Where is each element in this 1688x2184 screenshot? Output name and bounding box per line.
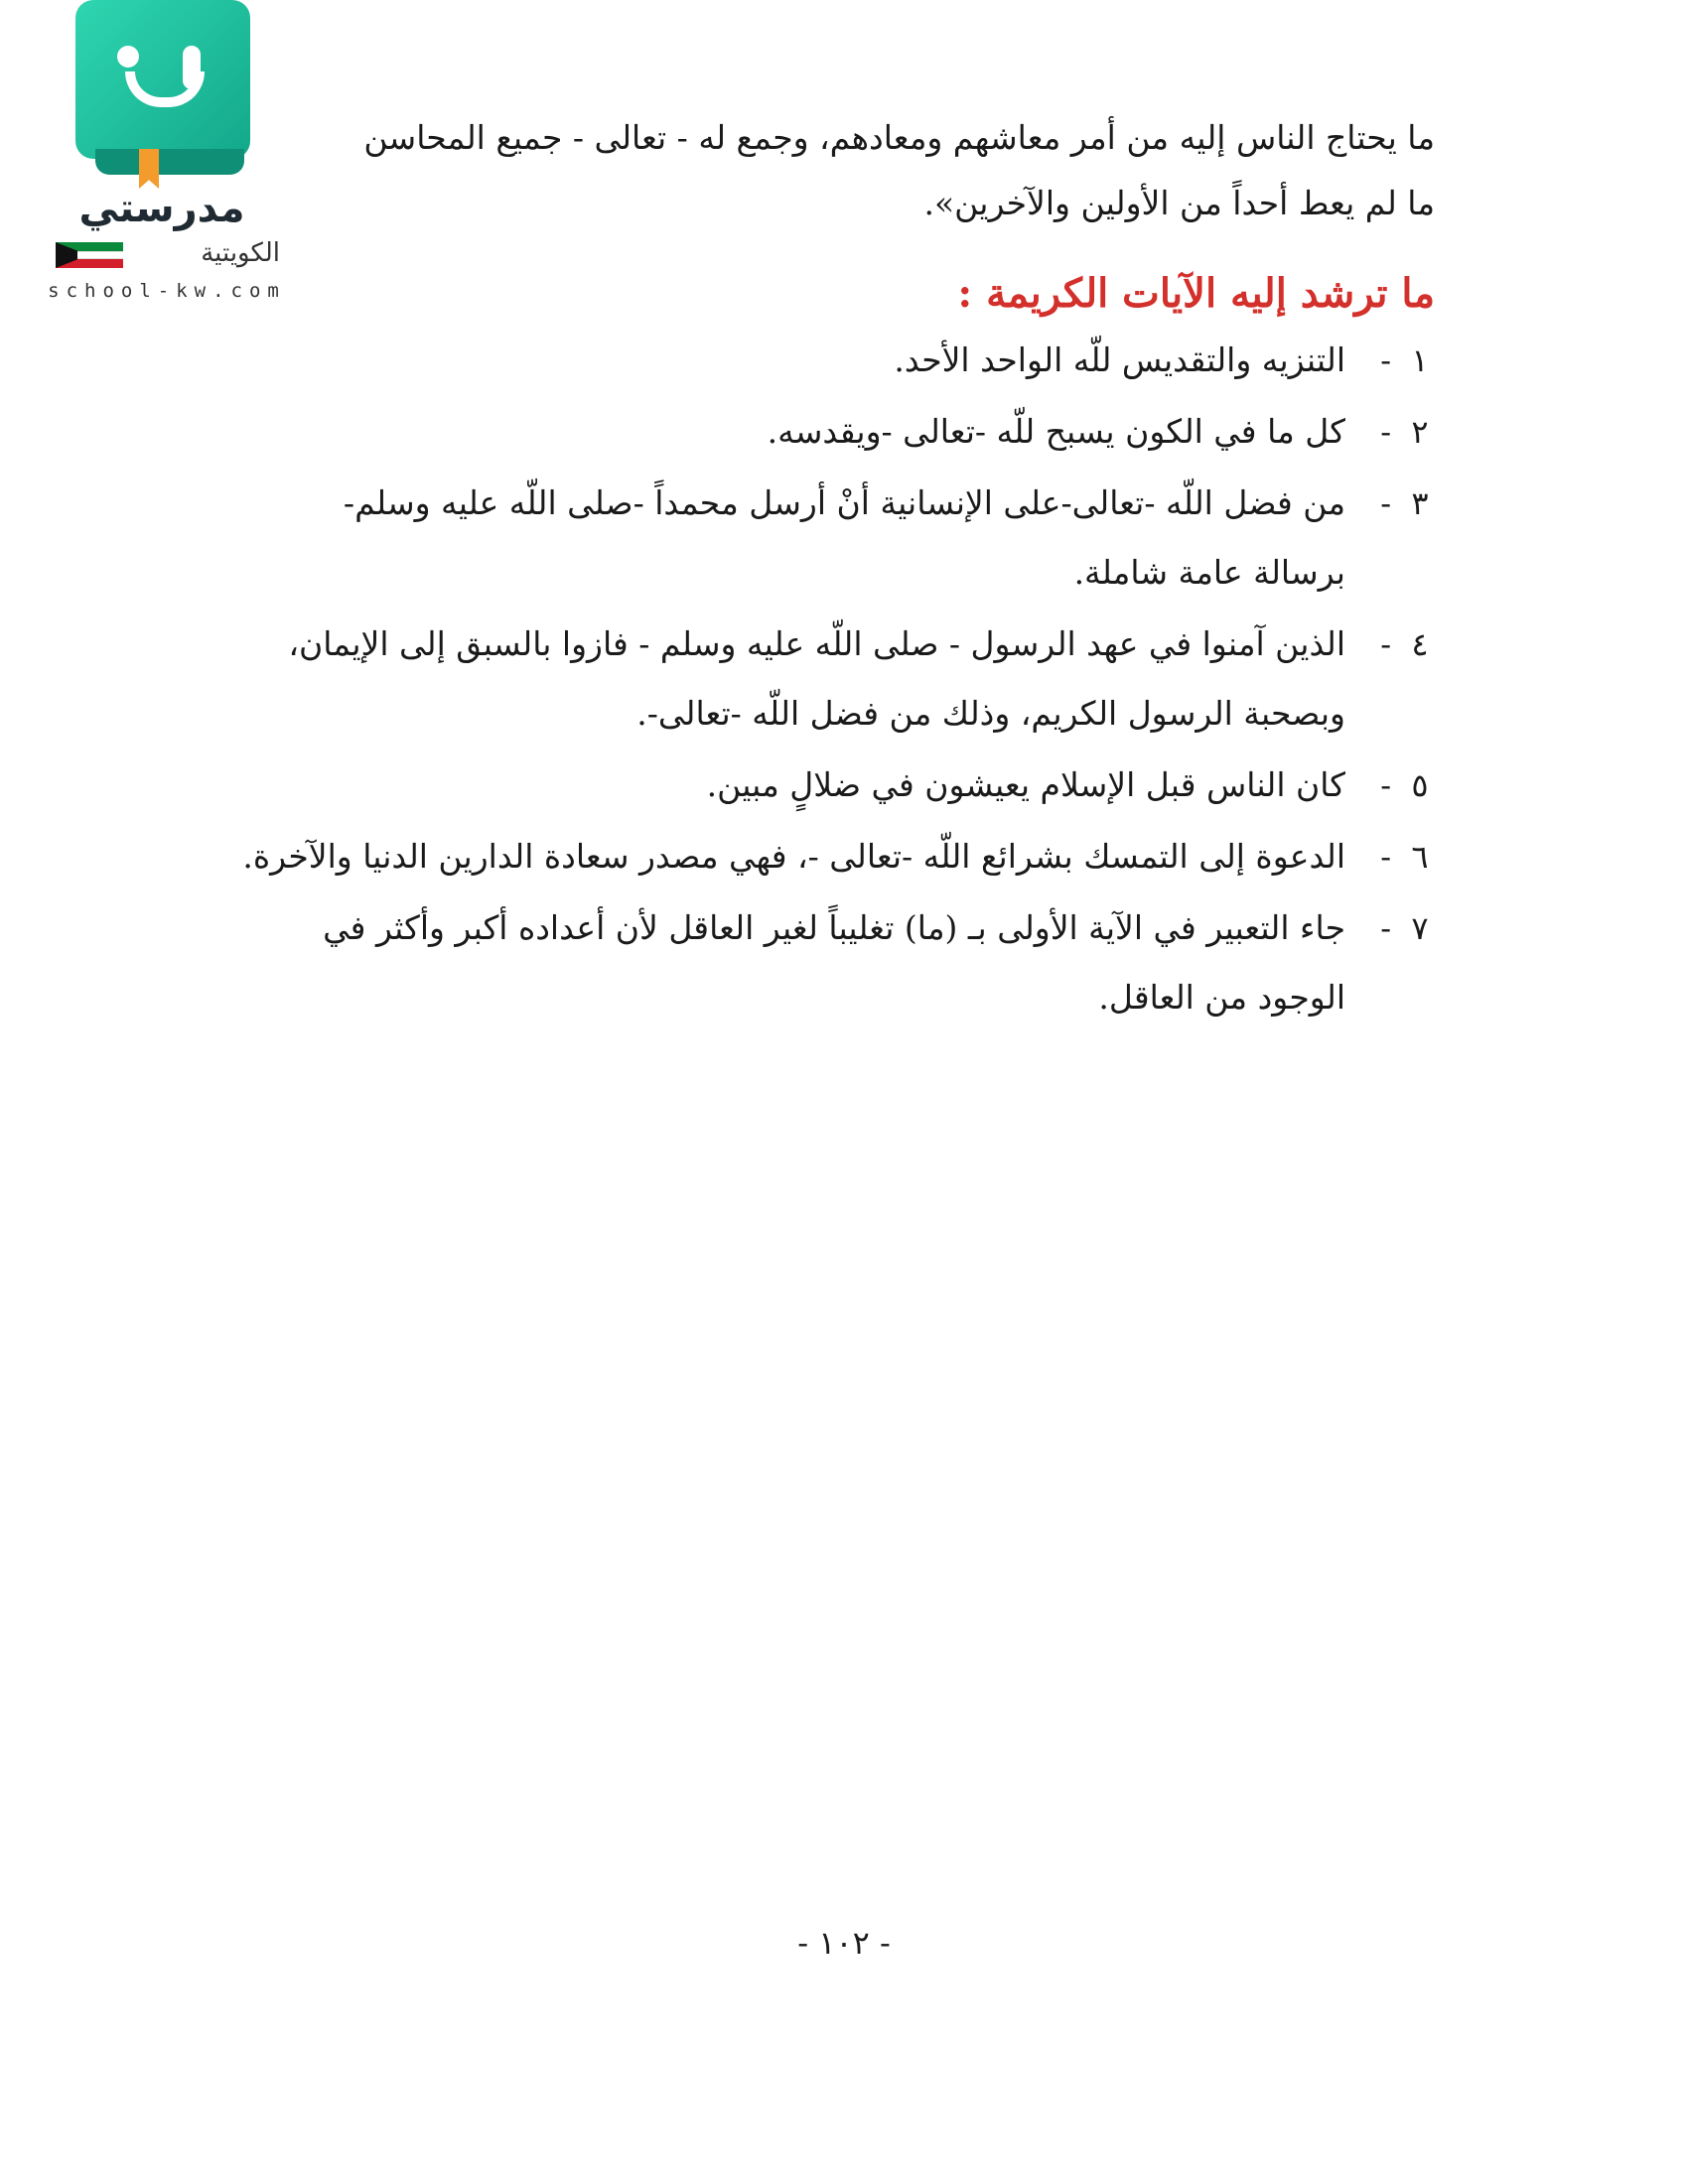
item-text: جاء التعبير في الآية الأولى بـ (ما) تغليباً لغير العاقل لأن أعداده أكبر وأكثر في (323, 908, 1345, 947)
item-text: كل ما في الكون يسبح للّه -تعالى -ويقدسه. (767, 412, 1345, 451)
item-number: ٥ (1411, 766, 1429, 804)
item-text-continued: برسالة عامة شاملة. (1073, 553, 1345, 592)
kuwait-flag-icon (56, 242, 123, 268)
item-dash: - (1380, 838, 1391, 876)
logo-name: مدرستي (78, 186, 245, 231)
item-number: ٢ (1411, 413, 1429, 451)
item-dash: - (1380, 909, 1391, 947)
intro-line-1: ما يحتاج الناس إليه من أمر معاشهم ومعادهم، وجمع له - تعالى - جميع المحاسن (363, 118, 1435, 157)
item-number: ٦ (1411, 838, 1429, 876)
item-number: ٤ (1411, 625, 1429, 663)
item-number: ٧ (1411, 909, 1429, 947)
logo-subtitle: الكويتية (201, 238, 280, 268)
bookmark-icon (139, 149, 159, 189)
item-text: التنزيه والتقديس للّه الواحد الأحد. (894, 341, 1345, 379)
item-dash: - (1380, 413, 1391, 451)
book-smile-icon (75, 0, 250, 159)
section-heading: ما ترشد إليه الآيات الكريمة : (957, 270, 1435, 317)
item-dash: - (1380, 484, 1391, 522)
item-dash: - (1380, 625, 1391, 663)
item-dash: - (1380, 341, 1391, 379)
item-number: ٣ (1411, 484, 1429, 522)
item-text-continued: الوجود من العاقل. (1098, 978, 1345, 1017)
item-text: من فضل اللّه -تعالى-على الإنسانية أنْ أرسل محمداً -صلى اللّه عليه وسلم- (343, 483, 1345, 522)
item-text: الذين آمنوا في عهد الرسول - صلى اللّه عليه وسلم - فازوا بالسبق إلى الإيمان، (288, 624, 1345, 663)
item-dash: - (1380, 766, 1391, 804)
intro-line-2: ما لم يعط أحداً من الأولين والآخرين». (923, 184, 1435, 222)
item-number: ١ (1411, 341, 1429, 379)
page-number: - ١٠٢ - (797, 1924, 891, 1962)
item-text: الدعوة إلى التمسك بشرائع اللّه -تعالى -، فهي مصدر سعادة الدارين الدنيا والآخرة. (242, 837, 1345, 876)
logo-url: school-kw.com (48, 280, 286, 302)
item-text: كان الناس قبل الإسلام يعيشون في ضلالٍ مبين. (706, 765, 1345, 804)
site-logo (18, 0, 306, 308)
item-text-continued: وبصحبة الرسول الكريم، وذلك من فضل اللّه -تعالى-. (636, 694, 1345, 733)
